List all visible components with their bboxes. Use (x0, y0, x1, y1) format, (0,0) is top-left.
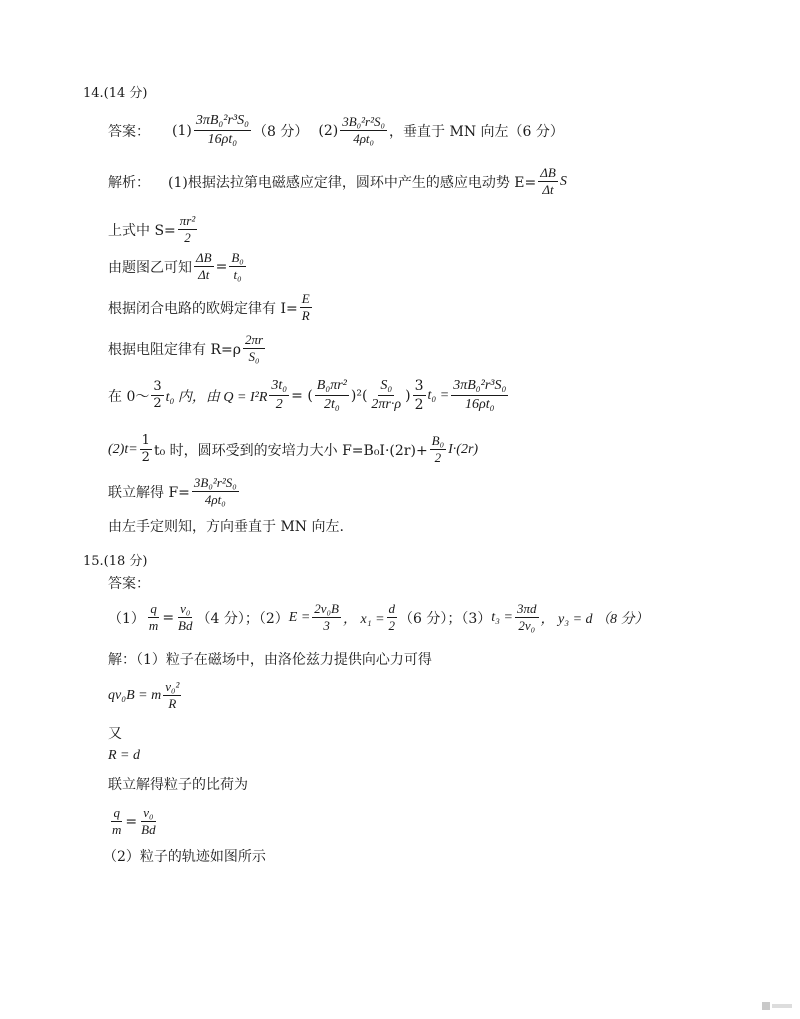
q15-you: 又 (108, 726, 122, 742)
text: t₃ = (491, 609, 514, 625)
text: ) (405, 387, 411, 404)
part2-tail: ，垂直于 MN 向左（6 分） (389, 123, 564, 140)
q15-answer-label: 答案： (108, 576, 150, 592)
fraction: $\frac{3}{2}$ (414, 378, 424, 413)
text: 在 0～ (108, 388, 150, 405)
q14-analysis-line8 (108, 475, 241, 508)
part1-points: （8 分） (253, 123, 309, 140)
analysis-label: 解析： (108, 174, 150, 191)
text: t₀ 内，由 Q = I²R (165, 389, 268, 405)
fraction: $\frac{\Delta B}{\Delta t}$ (540, 165, 556, 197)
equals: = (215, 258, 228, 275)
q15-solution-intro: 解：（1）粒子在磁场中，由洛伦兹力提供向心力可得 (108, 652, 432, 668)
answer-label: 答案： (108, 123, 150, 140)
text: t₀ 时，圆环受到的安培力大小 F=B₀I·(2r)+ (153, 442, 428, 459)
q15-answer-line (108, 601, 649, 634)
q15-heading: 15.(18 分) (83, 554, 148, 569)
fraction: $\frac{d}{2}$ (388, 601, 396, 633)
fraction: $\frac{\text{B₀}}{2}$ (431, 433, 445, 465)
q14-analysis-line5 (108, 332, 267, 365)
fraction: $\frac{q}{m}$ (112, 805, 122, 837)
q15-eq1 (108, 679, 183, 712)
q15-combine: 联立解得粒子的比荷为 (108, 777, 248, 793)
text: E = (288, 609, 311, 625)
text: t₀ = (427, 387, 450, 403)
fraction: $\frac{\text{v₀}}{Bd}$ (141, 805, 156, 837)
fraction: $\frac{1}{2}$ (141, 433, 150, 465)
text: 根据电阻定律有 R=ρ (108, 341, 241, 358)
text: = ( (291, 387, 313, 404)
text: （4 分）；（2） (196, 610, 289, 627)
fraction: $\frac{\text{2v₀B}}{3}$ (314, 601, 339, 633)
q14-analysis-line9: 由左手定则知，方向垂直于 MN 向左. (108, 519, 344, 535)
text: 联立解得 F= (108, 484, 190, 501)
q14-analysis-line2 (108, 213, 199, 246)
fraction: $\frac{\Delta B}{\Delta t}$ (196, 250, 212, 282)
text: 上式中 S= (108, 222, 176, 239)
q15-part2: （2）粒子的轨迹如图所示 (103, 849, 266, 865)
part2-marker: (2) (318, 122, 339, 139)
q14-analysis-line7 (108, 433, 478, 466)
fraction: $\frac{\text{v₀}}{Bd}$ (178, 601, 193, 633)
part1-marker: (1) (172, 122, 192, 139)
watermark-logo-icon (762, 1001, 792, 1011)
fraction: $\frac{\text{πr²}}{2}$ (179, 213, 196, 245)
part1-fraction: $\frac{\text{3πB₀²r³S₀}}{\text{16ρt₀}}$ (195, 113, 249, 147)
text: (1)根据法拉第电磁感应定律，圆环中产生的感应电动势 E= (168, 174, 537, 191)
text: I·(2r) (448, 441, 479, 457)
text: (2)t= (108, 441, 138, 457)
q15-eq3 (108, 805, 160, 838)
text: S (559, 173, 567, 189)
fraction: $\frac{3}{2}$ (153, 379, 162, 411)
q14-analysis-line6 (108, 377, 510, 414)
fraction: $\frac{\text{B₀πr²}}{\text{2t₀}}$ (316, 378, 347, 412)
equals: = (162, 609, 175, 626)
fraction: $\frac{\text{B₀}}{\text{t₀}}$ (231, 250, 244, 282)
text: （1） (108, 610, 145, 627)
fraction: $\frac{\text{3πB₀²r³S₀}}{\text{16ρt₀}}$ (453, 378, 507, 412)
text: 根据闭合电路的欧姆定律有 I= (108, 300, 298, 317)
fraction: $\frac{2\pi r}{\text{S₀}}$ (244, 332, 264, 364)
fraction: $\frac{q}{m}$ (148, 601, 159, 633)
text: （6 分）；（3） (399, 610, 492, 627)
fraction: $\frac{\text{v₀²}}{R}$ (165, 679, 180, 711)
fraction: $\frac{\text{3B₀²r²S₀}}{\text{4ρt₀}}$ (193, 475, 237, 507)
text: ， x₁ = (343, 611, 385, 627)
text: )²( (350, 387, 368, 404)
q14-analysis-line1 (108, 165, 567, 198)
q14-analysis-line3 (108, 250, 248, 283)
text: 由题图乙可知 (108, 259, 192, 276)
text: qv₀B = m (108, 687, 162, 703)
part2-fraction: $\frac{\text{3B₀²r²S₀}}{\text{4ρt₀}}$ (342, 114, 386, 146)
fraction: $\frac{\text{3t₀}}{2}$ (271, 378, 288, 412)
q15-eq2: R = d (108, 748, 140, 763)
fraction: $\frac{E}{R}$ (301, 291, 310, 323)
q14-analysis-line4 (108, 291, 314, 324)
q14-heading: 14.(14 分) (83, 86, 148, 101)
fraction: $\frac{\text{S₀}}{2\pi r\cdot\rho}$ (371, 378, 402, 412)
text: ， y₃ = d （8 分） (540, 611, 649, 627)
fraction: $\frac{3\pi d}{\text{2v₀}}$ (517, 601, 537, 633)
equals: = (125, 813, 138, 830)
q14-answer-line (108, 112, 564, 149)
